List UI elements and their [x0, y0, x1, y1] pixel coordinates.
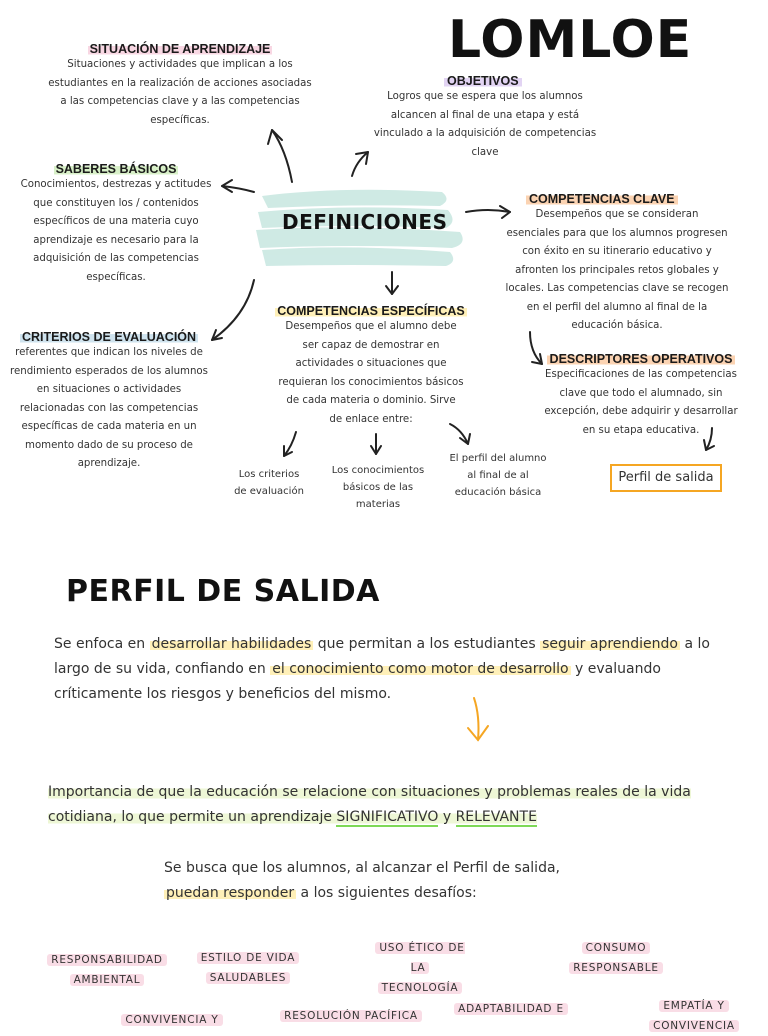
criterios-block: [4, 330, 214, 474]
descriptores-heading: DESCRIPTORES OPERATIVOS: [547, 352, 736, 366]
link-perfil: El perfil del alumno al final de al educación básica: [449, 453, 547, 498]
desafio-resolucion: RESOLUCIÓN PACÍFICA: [276, 1006, 426, 1026]
objetivos-block: [360, 74, 610, 162]
center-label: DEFINICIONES: [282, 210, 448, 234]
competencias-especificas-heading: COMPETENCIAS ESPECÍFICAS: [277, 304, 465, 318]
arrow-to-criterios: [212, 280, 254, 340]
desafio-convivencia: CONVIVENCIA Y: [112, 1010, 232, 1030]
saberes-block: [10, 162, 222, 287]
descriptores-text: Especificaciones de las competencias clave que todo el alumnado, sin excepción, debe adquirir y desarrollar en su etapa educativa.: [544, 369, 738, 436]
desafio-adaptabilidad: ADAPTABILIDAD E: [444, 999, 578, 1019]
situacion-block: [30, 42, 330, 130]
desafio-consumo: CONSUMO RESPONSABLE: [560, 938, 672, 978]
objetivos-heading: OBJETIVOS: [444, 74, 522, 88]
page-title: LOMLOE: [448, 10, 693, 70]
perfil-salida-box: Perfil de salida: [610, 464, 722, 492]
perfil-paragraph-3: Se busca que los alumnos, al alcanzar el Perfil de salida, puedan responder a los siguientes desafíos:: [164, 860, 560, 901]
situacion-heading: SITUACIÓN DE APRENDIZAJE: [89, 42, 271, 56]
desafio-estilo-vida: ESTILO DE VIDA SALUDABLES: [188, 948, 308, 988]
competencias-clave-heading: COMPETENCIAS CLAVE: [526, 192, 678, 206]
situacion-text: Situaciones y actividades que implican a los estudiantes en la realización de acciones asociadas a las competencias clave y a las competencias específicas.: [48, 59, 312, 126]
competencias-especificas-block: [266, 304, 476, 429]
link-conocimientos: Los conocimientos básicos de las materias: [331, 465, 425, 510]
competencias-especificas-text: Desempeños que el alumno debe ser capaz de demostrar en actividades o situaciones que requieran los conocimientos básicos de cada materia o dominio. Sirve de enlace entre:: [278, 321, 464, 425]
arrow-to-situacion: [272, 130, 292, 182]
desafio-responsabilidad-ambiental: RESPONSABILIDAD AMBIENTAL: [40, 950, 174, 990]
objetivos-text: Logros que se espera que los alumnos alcancen al final de una etapa y está vinculado a la adquisición de competencias clave: [373, 91, 597, 158]
saberes-heading: SABERES BÁSICOS: [55, 162, 177, 176]
desafio-empatia: EMPATÍA Y CONVIVENCIA: [636, 996, 752, 1036]
perfil-section-title: PERFIL DE SALIDA: [66, 574, 380, 609]
competencias-clave-block: [482, 192, 752, 336]
saberes-text: Conocimientos, destrezas y actitudes que constituyen los / contenidos específicos de una materia cuyo aprendizaje es necesario para la adquisición de las competencias específicas.: [20, 179, 212, 283]
criterios-text: referentes que indican los niveles de rendimiento esperados de los alumnos en situaciones o actividades relacionadas con las competencias específicas de cada materia en un momento dado de su proceso de aprendizaje.: [10, 347, 208, 469]
competencias-clave-text: Desempeños que se consideran esenciales para que los alumnos progresen con éxito en su itinerario educativo y afronten los principales retos globales y locales. Las competencias clave se recogen en el perfil del alumno al final de la educación básica.: [505, 209, 729, 331]
perfil-paragraph-1: Se enfoca en desarrollar habilidades que permitan a los estudiantes seguir aprendiendo a lo largo de su vida, confiando en el conocimiento como motor de desarrollo y evaluando críticamente los riesgos y beneficios del mismo.: [54, 636, 710, 702]
descriptores-block: [536, 352, 746, 440]
down-arrow-orange: [460, 694, 496, 748]
link-criterios: Los criterios de evaluación: [234, 469, 304, 497]
desafio-uso-etico: USO ÉTICO DE LA TECNOLOGÍA: [364, 938, 476, 998]
perfil-paragraph-2: Importancia de que la educación se relacione con situaciones y problemas reales de la vida cotidiana, lo que permite un aprendizaje SIGNIFICATIVO y RELEVANTE: [48, 784, 691, 825]
criterios-heading: CRITERIOS DE EVALUACIÓN: [21, 330, 197, 344]
